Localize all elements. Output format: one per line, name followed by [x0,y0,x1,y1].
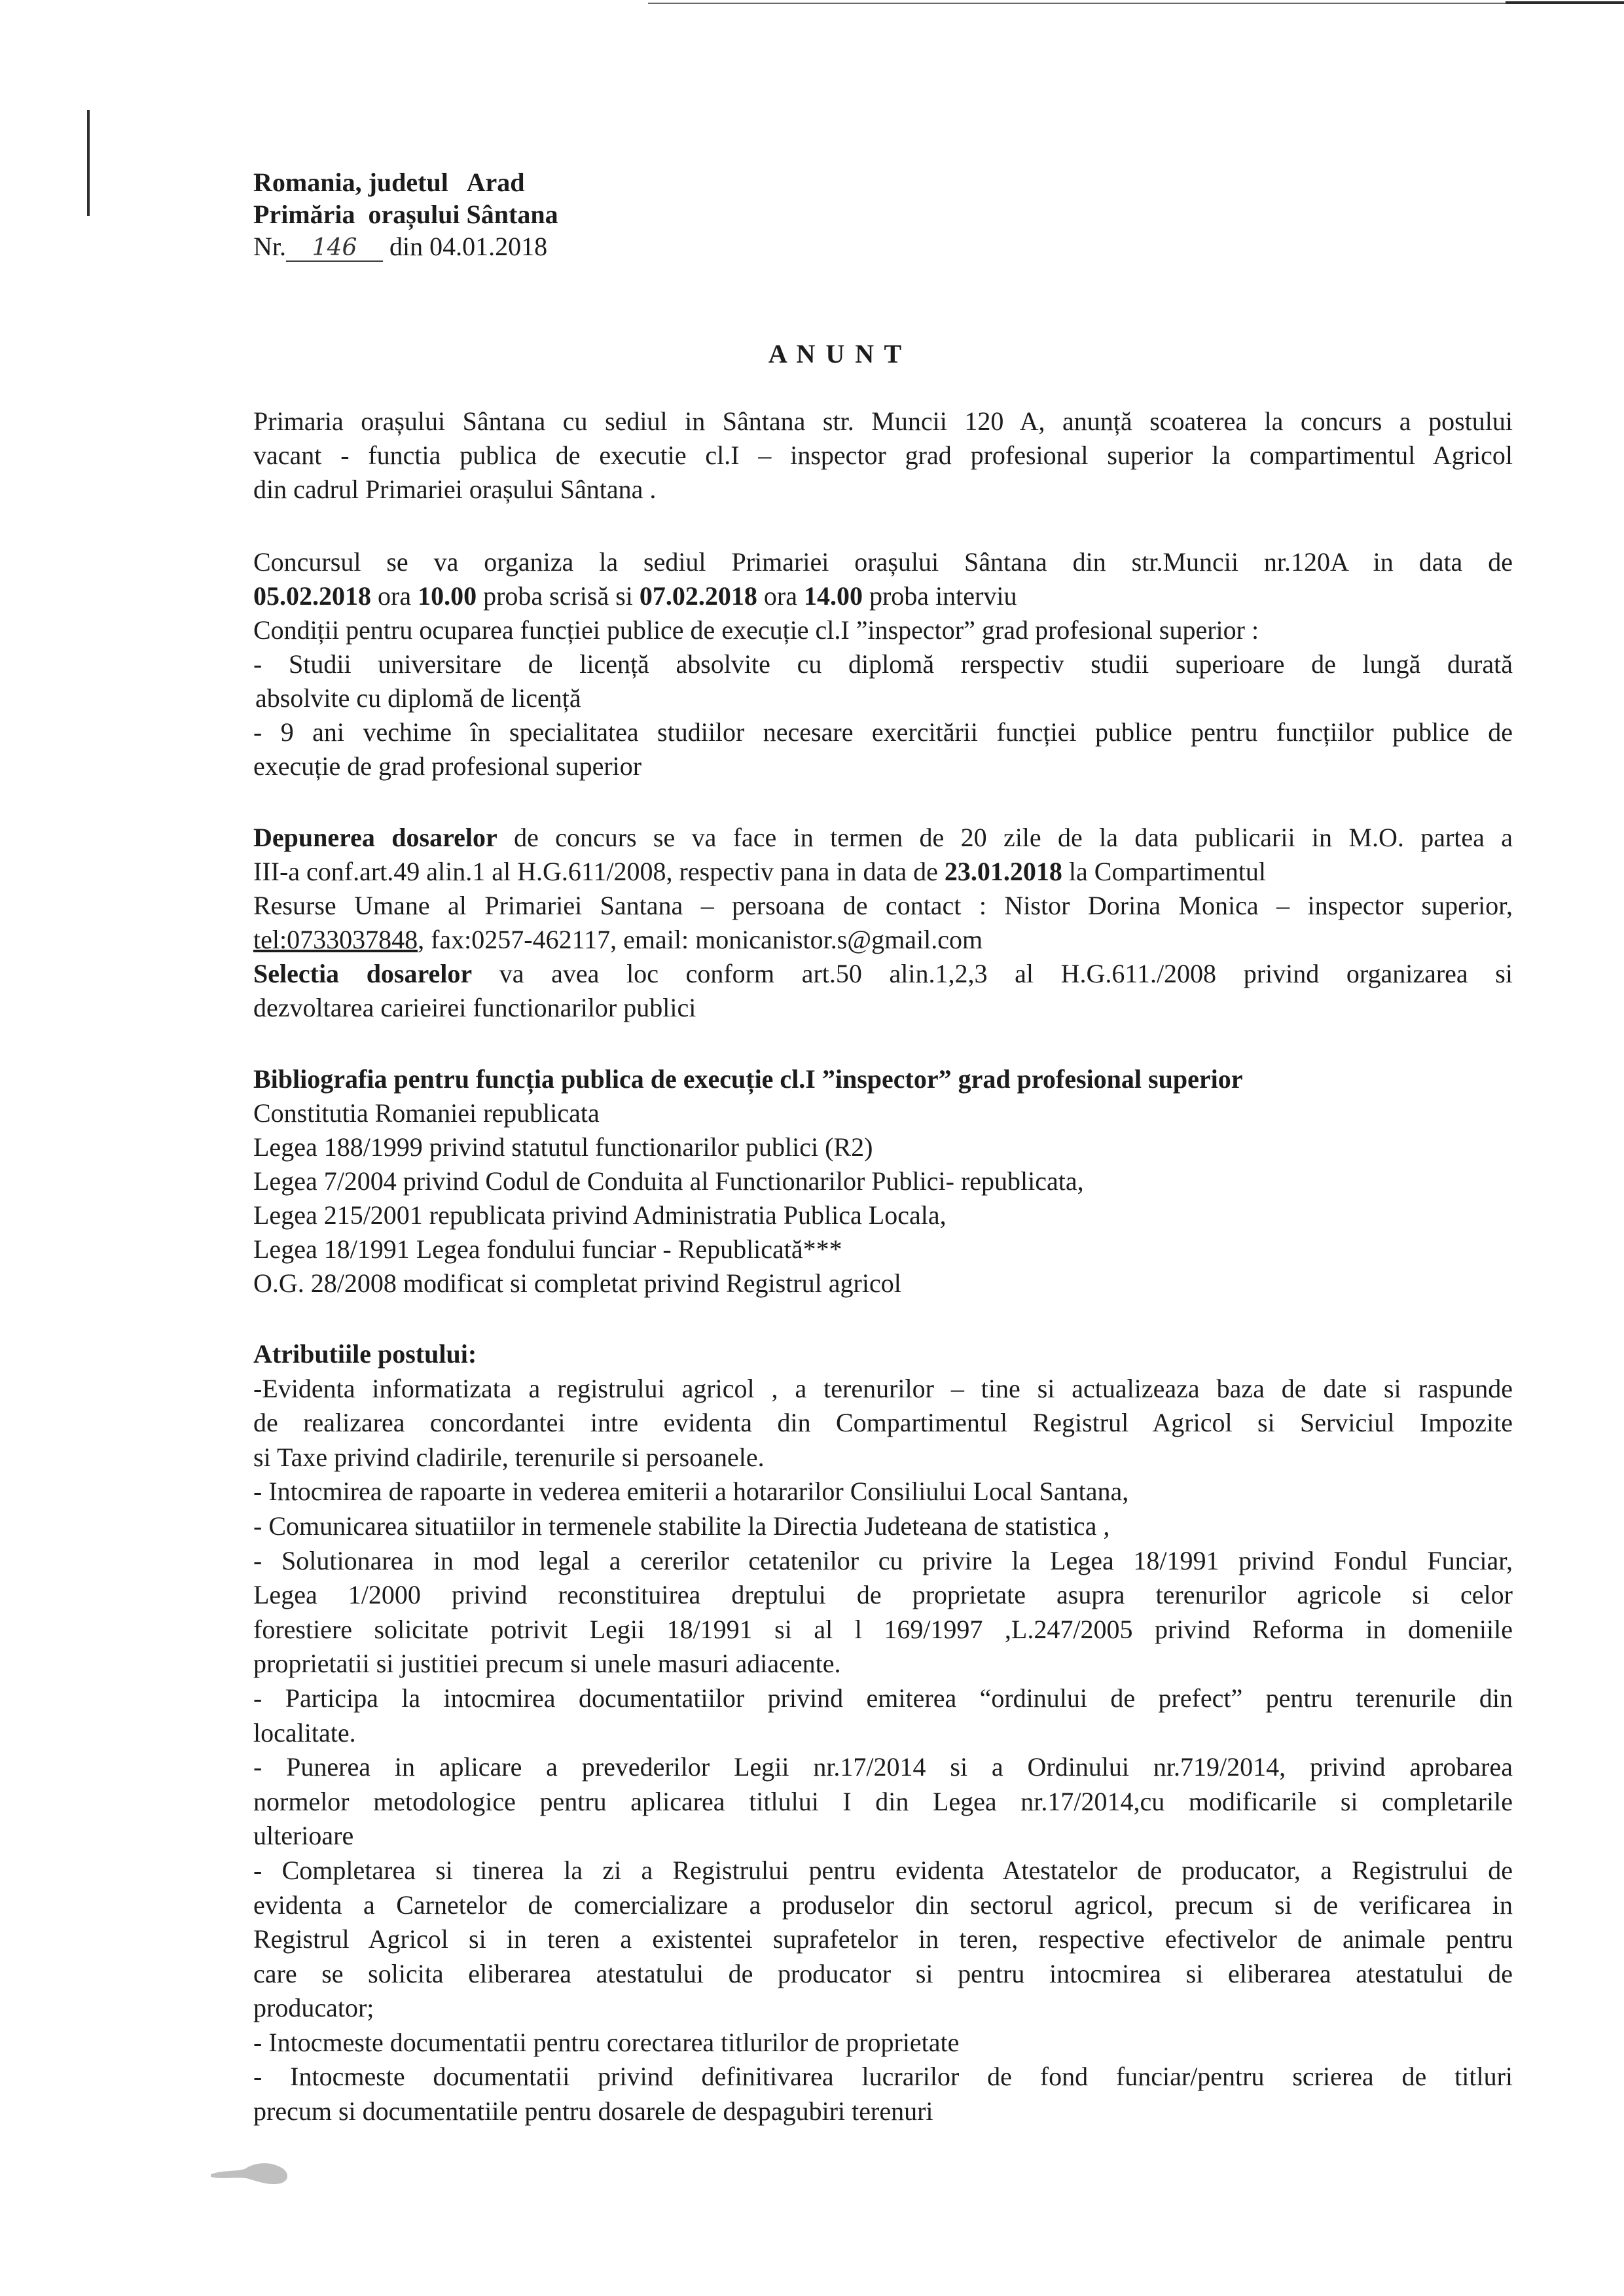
intro-line: din cadrul Primariei orașului Sântana . [253,475,657,504]
header-institution: Primăria orașului Sântana [253,200,558,229]
header-county: Romania, judetul Arad [253,168,525,197]
scan-top-edge [648,3,1624,4]
bibliography-section [253,1062,1513,1300]
bibliography-heading: Bibliografia pentru funcția publica de execuție cl.I ”inspector” grad profesional superior [253,1064,1243,1094]
contest-location-line: Concursul se va organiza la sediul Primariei orașului Sântana din str.Muncii nr.120A in data de [253,547,1513,577]
contact-fax-email: , fax:0257-462117, email: monicanistor.s@gmail.com [418,925,983,954]
duties-line: - Punerea in aplicare a prevederilor Legii nr.17/2014 si a Ordinului nr.719/2014, privind aprobarea [253,1752,1513,1782]
duties-line: ulterioare [253,1821,354,1851]
duties-line: localitate. [253,1717,356,1748]
duties-line: normelor metodologice pentru aplicarea titlului I din Legea nr.17/2014,cu modificarile si completarile [253,1786,1513,1816]
bibliography-item: Legea 215/2001 republicata privind Administratia Publica Locala, [253,1200,947,1230]
bibliography-item: Legea 18/1991 Legea fondului funciar - Republicată*** [253,1234,842,1264]
duties-line: - Intocmeste documentatii pentru corectarea titlurilor de proprietate [253,2027,960,2057]
document-header [253,166,1513,262]
written-exam-time: 10.00 [418,581,477,611]
nr-date: din 04.01.2018 [383,232,548,261]
application-text: de concurs se va face in termen de 20 zile de la data publicarii in M.O. partea a [497,823,1513,852]
intro-line: vacant - functia publica de executie cl.I – inspector grad profesional superior la compartimentul Agricol [253,440,1513,470]
bibliography-item: Legea 7/2004 privind Codul de Conduita al Functionarilor Publici- republicata, [253,1166,1084,1196]
interview-date: 07.02.2018 [639,581,757,611]
page-title: A N U N T [768,339,904,368]
duties-line: - Participa la intocmirea documentatiilor privind emiterea “ordinului de prefect” pentru terenurile din [253,1683,1513,1713]
header-registration-number [253,230,1513,262]
dates-text: ora [757,581,804,611]
application-deadline-date: 23.01.2018 [944,857,1062,886]
duties-line: Registrul Agricol si in teren a existentei suprafetelor in teren, respective efectivelor de animale pentru [253,1924,1513,1954]
nr-handwritten-value: 146 [286,236,383,262]
selection-line [253,957,1513,991]
scan-margin-mark [87,110,90,216]
nr-label: Nr. [253,232,286,261]
application-text: III-a conf.art.49 alin.1 al H.G.611/2008, respectiv pana in data de [253,857,945,886]
duties-line: precum si documentatiile pentru dosarele de despagubiri terenuri [253,2096,933,2126]
duties-line: si Taxe privind cladirile, terenurile si persoanele. [253,1442,765,1472]
bibliography-item: Constitutia Romaniei republicata [253,1098,600,1128]
dates-text: proba scrisă si [477,581,640,611]
application-deadline-line [253,821,1513,855]
condition-experience-continued: execuție de grad profesional superior [253,751,642,781]
contest-paragraph [253,545,1513,783]
duties-line: producator; [253,1993,374,2023]
scan-top-edge-mark [1506,1,1624,4]
duties-line: - Comunicarea situatiilor in termenele stabilite la Directia Judeteana de statistica , [253,1511,1110,1541]
contact-phone: tel:0733037848 [253,925,418,954]
duties-line: de realizarea concordantei intre evidenta din Compartimentul Registrul Agricol si Serviciul Impozite [253,1408,1513,1438]
written-exam-date: 05.02.2018 [253,581,371,611]
duties-line: - Intocmirea de rapoarte in vederea emiterii a hotararilor Consiliului Local Santana, [253,1477,1129,1507]
interview-time: 14.00 [803,581,863,611]
intro-paragraph [253,404,1513,507]
duties-line: - Solutionarea in mod legal a cererilor cetatenilor cu privire la Legea 18/1991 privind Fondul Funciar, [253,1545,1513,1575]
duties-line: - Completarea si tinerea la zi a Registrului pentru evidenta Atestatelor de producator, a Registrului de [253,1855,1513,1885]
application-paragraph [253,821,1513,1025]
intro-line: Primaria orașului Sântana cu sediul in Sântana str. Muncii 120 A, anunță scoaterea la concurs a postului [253,406,1513,436]
contact-details-line [253,923,1513,957]
bibliography-item: Legea 188/1999 privind statutul functionarilor publici (R2) [253,1132,873,1162]
duties-line: care se solicita eliberarea atestatului de producator si pentru intocmirea si eliberarea atestatului de [253,1958,1513,1988]
condition-studies: - Studii universitare de licență absolvite cu diplomă rerspectiv studii superioare de lungă durată [253,649,1513,679]
duties-line: -Evidenta informatizata a registrului agricol , a terenurilor – tine si actualizeaza baza de date si raspunde [253,1373,1513,1403]
duties-line: proprietatii si justitiei precum si unele masuri adiacente. [253,1649,841,1679]
selection-heading: Selectia dosarelor [253,959,473,988]
selection-line-continued: dezvoltarea carieirei functionarilor publici [253,993,696,1022]
contest-dates-line [253,579,1513,613]
bibliography-item: O.G. 28/2008 modificat si completat privind Registrul agricol [253,1268,901,1298]
condition-experience: - 9 ani vechime în specialitatea studiilor necesare exercitării funcției publice pentru funcțiilor publice de [253,717,1513,747]
duties-line: evidenta a Carnetelor de comercializare a produselor din sectorul agricol, precum si de verificarea in [253,1890,1513,1920]
duties-section [253,1337,1513,2129]
selection-text: va avea loc conform art.50 alin.1,2,3 al H.G.611./2008 privind organizarea si [472,959,1513,988]
contact-person-line: Resurse Umane al Primariei Santana – persoana de contact : Nistor Dorina Monica – inspector superior, [253,891,1513,920]
scan-smudge [208,2155,293,2191]
duties-line: - Intocmeste documentatii privind definitivarea lucrarilor de fond funciar/pentru scrierea de titluri [253,2062,1513,2092]
application-text: la Compartimentul [1062,857,1266,886]
conditions-heading: Condiții pentru ocuparea funcției publice de execuție cl.I ”inspector” grad profesional superior : [253,615,1259,645]
dates-text: proba interviu [862,581,1017,611]
application-date-line [253,855,1513,889]
dates-text: ora [371,581,418,611]
duties-line: Legea 1/2000 privind reconstituirea dreptului de proprietate asupra terenurilor agricole si celor [253,1580,1513,1610]
duties-heading: Atributiile postului: [253,1339,477,1369]
duties-line: forestiere solicitate potrivit Legii 18/1991 si al l 169/1997 ,L.247/2005 privind Reforma in domeniile [253,1614,1513,1644]
condition-studies-continued: absolvite cu diplomă de licență [255,683,581,713]
application-heading: Depunerea dosarelor [253,823,497,852]
